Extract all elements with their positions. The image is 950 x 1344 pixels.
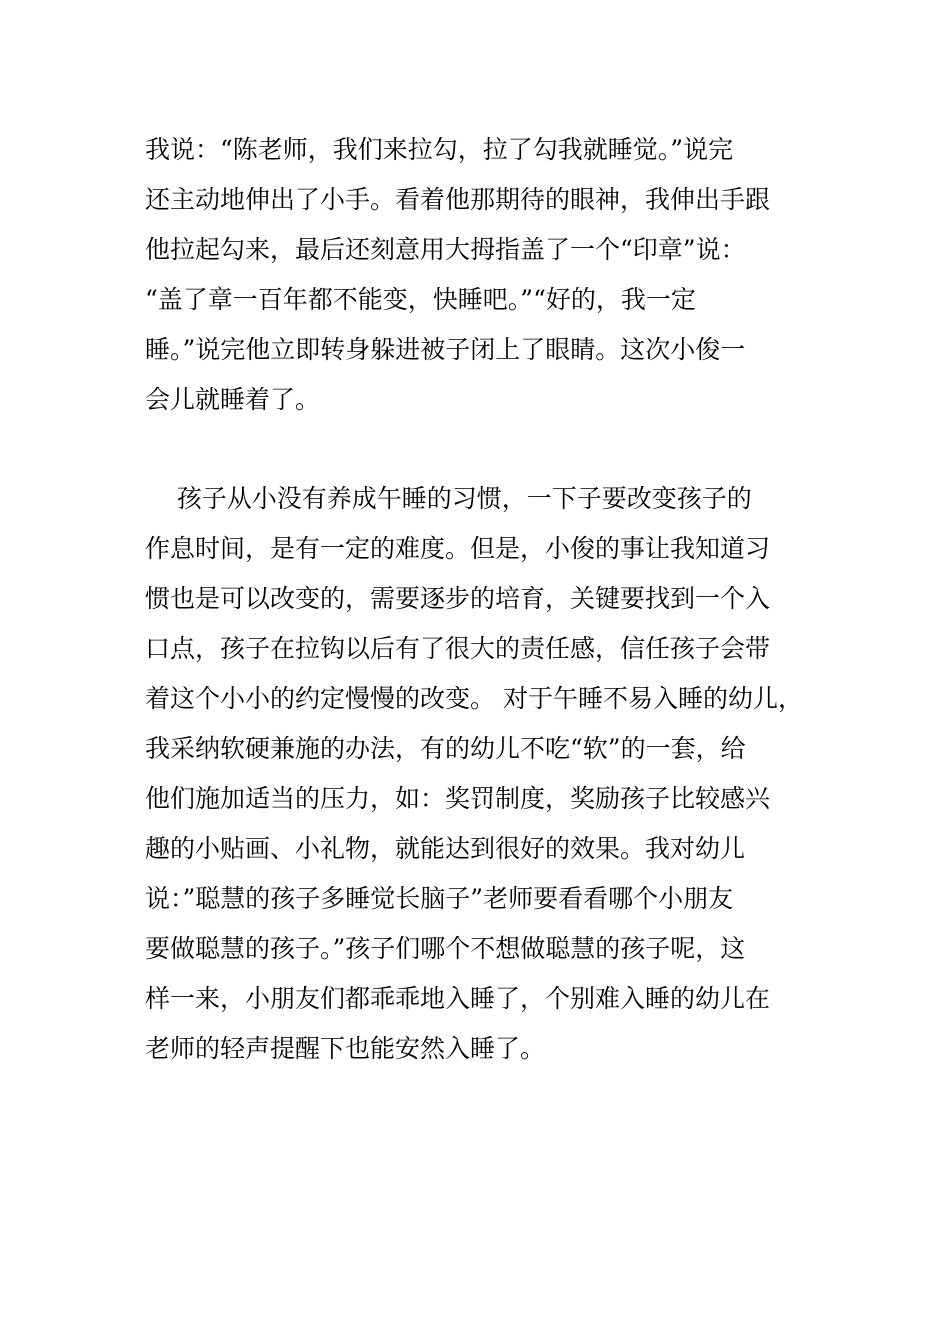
text-line: 着这个小小的约定慢慢的改变。 对于午睡不易入睡的幼儿，: [145, 684, 803, 713]
text-line: 惯也是可以改变的，需要逐步的培育，关键要找到一个入: [145, 584, 771, 613]
text-line: 睡。”说完他立即转身躲进被子闭上了眼睛。这次小俊一: [145, 335, 746, 364]
text-line: 他拉起勾来，最后还刻意用大拇指盖了一个“印章”说：: [145, 235, 746, 264]
text-line: 孩子从小没有养成午睡的习惯，一下子要改变孩子的: [145, 484, 752, 513]
text-line: 老师的轻声提醒下也能安然入睡了。: [145, 1034, 546, 1063]
text-line: 要做聪慧的孩子。”孩子们哪个不想做聪慧的孩子呢，这: [145, 934, 746, 963]
text-line: 我采纳软硬兼施的办法，有的幼儿不吃“软”的一套，给: [145, 734, 746, 763]
text-line: 他们施加适当的压力，如：奖罚制度，奖励孩子比较感兴: [145, 784, 771, 813]
text-line: 还主动地伸出了小手。看着他那期待的眼神，我伸出手跟: [145, 185, 771, 214]
text-line: 样一来，小朋友们都乖乖地入睡了，个别难入睡的幼儿在: [145, 984, 771, 1013]
text-line: 口点，孩子在拉钩以后有了很大的责任感，信任孩子会带: [145, 634, 771, 663]
text-line: 我说：“陈老师，我们来拉勾，拉了勾我就睡觉。”说完: [145, 135, 734, 164]
text-line: 作息时间，是有一定的难度。但是，小俊的事让我知道习: [145, 534, 771, 563]
text-line: 趣的小贴画、小礼物，就能达到很好的效果。我对幼儿: [145, 834, 746, 863]
paragraph-1: [145, 125, 815, 425]
text-line: 会儿就睡着了。: [145, 385, 321, 414]
text-line: 说：”聪慧的孩子多睡觉长脑子”老师要看看哪个小朋友: [145, 884, 734, 913]
paragraph-2: [145, 474, 815, 1074]
text-line: “盖了章一百年都不能变，快睡吧。”“好的，我一定: [145, 285, 696, 314]
